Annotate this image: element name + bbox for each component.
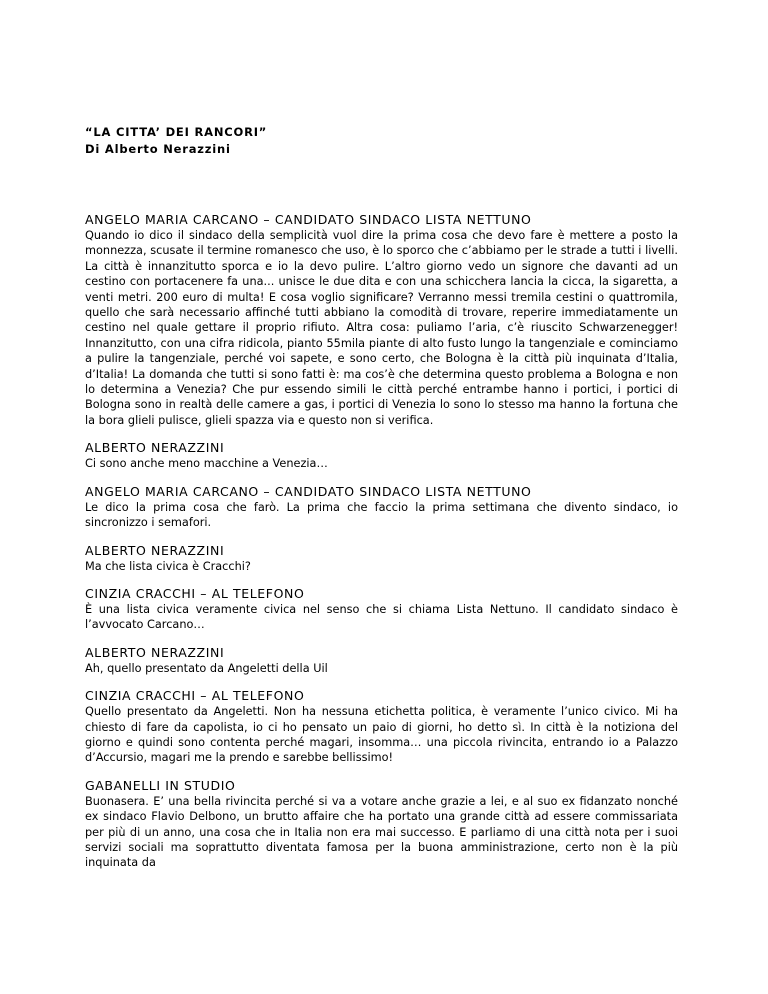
speech-paragraph: Quello presentato da Angeletti. Non ha nessuna etichetta politica, è veramente l’unico civico. Mi ha chiesto di fare da capolista, io ci ho pensato un paio di giorni, ho detto sì. In città è la notiziona del giorno e quindi sono contenta perché magari, insomma… una piccola rivincita, entrando io a Palazzo d’Accursio, magari me la prendo e sarebbe bellissimo! [85,705,678,765]
speech-paragraph: Ci sono anche meno macchine a Venezia… [85,457,328,471]
transcript-section [85,688,678,766]
speaker-heading: ALBERTO NERAZZINI [85,644,225,660]
speech-paragraph: Buonasera. E’ una bella rivincita perché si va a votare anche grazie a lei, e al suo ex fidanzato nonché ex sindaco Flavio Delbono, un brutto affaire che ha portato una grande città ad essere commissariata per più di un anno, una cosa che in Italia non era mai successo. E parliamo di una città nota per i suoi servizi sociali ma soprattutto diventata famosa per la buona amministrazione, certo non è la più inquinata da [85,794,678,870]
document-page [85,124,678,883]
document-title: “LA CITTA’ DEI RANCORI” [85,125,268,139]
speech-paragraph: Le dico la prima cosa che farò. La prima che faccio la prima settimana che divento sindaco, io sincronizzo i semafori. [85,500,678,530]
document-author: Di Alberto Nerazzini [85,142,231,156]
transcript-section [85,440,678,471]
speaker-heading: ALBERTO NERAZZINI [85,542,225,558]
speaker-heading: ALBERTO NERAZZINI [85,440,225,456]
transcript-section [85,586,678,633]
speaker-heading: CINZIA CRACCHI – AL TELEFONO [85,688,305,704]
transcript-section [85,645,678,676]
transcript-section [85,543,678,574]
speech-paragraph: Quando io dico il sindaco della semplicità vuol dire la prima cosa che devo fare è mettere a posto la monnezza, scusate il termine romanesco che uso, è lo sporco che c’abbiamo per le strade a tutti i livelli. La città è innanzitutto sporca e io la devo pulire. L’altro giorno vedo un signore che davanti ad un cestino con portacenere fa una... unisce le due dita e con una schicchera lancia la cicca, la sigaretta, a venti metri. 200 euro di multa! E cosa voglio significare? Verranno messi tremila cestini o quattromila, quello che sarà necessario affinché tutti abbiano la comodità di trovare, reperire immediatamente un cestino nel quale gettare il proprio rifiuto. Altra cosa: puliamo l’aria, c’è riuscito Schwarzenegger! Innanzitutto, con una cifra ridicola, pianto 55mila piante di alto fusto lungo la tangenziale e cominciamo a pulire la tangenziale, perché voi sapete, e sono certo, che Bologna è la città più inquinata d’Italia, d’Italia! La domanda che tutti si sono fatti è: ma cos’è che determina questo problema a Bologna e non lo determina a Venezia? Che pur essendo simili le città perché entrambe hanno i portici, i portici di Bologna sono in realtà delle camere a gas, i portici di Venezia lo sono lo stesso ma hanno la fortuna che la bora glieli pulisce, glieli spazza via e questo non si verifica. [85,229,678,427]
title-block [85,124,678,158]
speaker-heading: CINZIA CRACCHI – AL TELEFONO [85,585,305,601]
speech-paragraph: È una lista civica veramente civica nel senso che si chiama Lista Nettuno. Il candidato sindaco è l’avvocato Carcano… [85,602,678,632]
speech-paragraph: Ah, quello presentato da Angeletti della Uil [85,661,328,675]
transcript-section [85,778,678,871]
transcript-section [85,212,678,428]
speaker-heading: ANGELO MARIA CARCANO – CANDIDATO SINDACO LISTA NETTUNO [85,212,532,227]
speech-paragraph: Ma che lista civica è Cracchi? [85,559,251,573]
speaker-heading: GABANELLI IN STUDIO [85,777,236,793]
transcript-section [85,484,678,531]
speaker-heading: ANGELO MARIA CARCANO – CANDIDATO SINDACO LISTA NETTUNO [85,483,532,499]
